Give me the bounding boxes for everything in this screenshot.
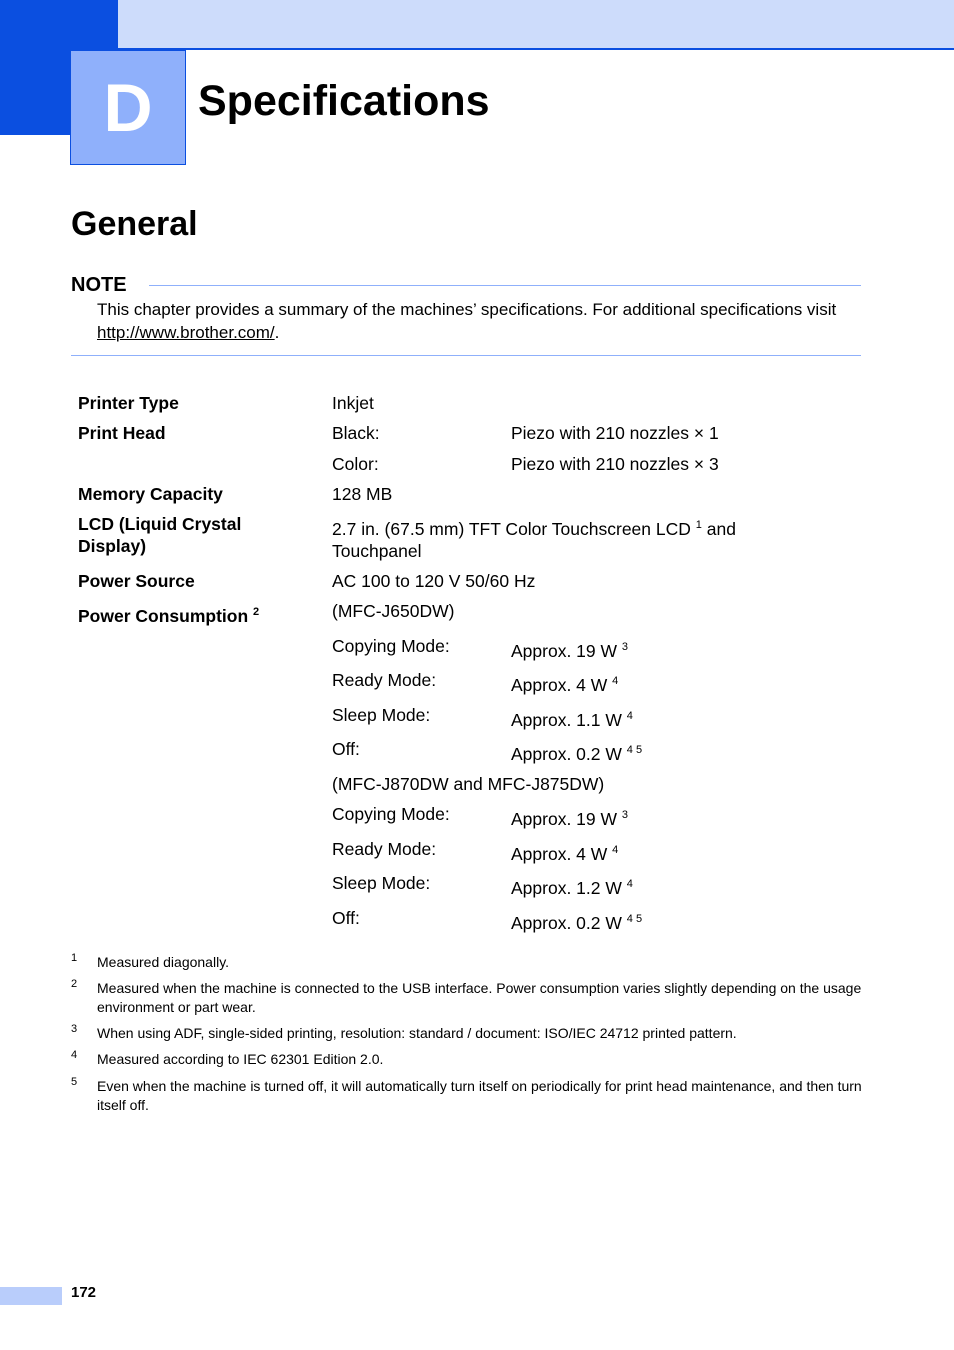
mode-name: Copying Mode: bbox=[332, 636, 450, 656]
chapter-title: Specifications bbox=[198, 77, 490, 125]
page-number: 172 bbox=[71, 1284, 97, 1301]
header-rule bbox=[118, 48, 954, 50]
mode-footnote-ref: 4 bbox=[626, 710, 633, 722]
brother-link[interactable]: http://www.brother.com/ bbox=[97, 323, 275, 342]
note-label: NOTE bbox=[71, 274, 127, 296]
footnote-number: 3 bbox=[71, 1023, 78, 1035]
mode-footnote-ref: 3 bbox=[621, 809, 629, 821]
note-body: This chapter provides a summary of the machines’ specifications. For additional specifications visit bbox=[97, 300, 837, 319]
print-head-black-name: Black: bbox=[332, 423, 380, 443]
chapter-letter: D bbox=[103, 69, 153, 146]
mode-footnote-ref: 4 bbox=[612, 675, 619, 687]
print-head-color-name: Color: bbox=[332, 454, 379, 474]
mode-footnote-ref: 4 bbox=[612, 844, 619, 856]
mode-value-text: Approx. 4 W bbox=[511, 844, 608, 864]
mode-value-text: Approx. 4 W bbox=[511, 675, 608, 695]
footnote-number: 5 bbox=[71, 1076, 78, 1088]
lcd-value-text: 2.7 in. (67.5 mm) TFT Color Touchscreen LCD bbox=[332, 519, 691, 539]
power-consumption-footnote-ref: 2 bbox=[253, 606, 260, 618]
mode-value bbox=[511, 843, 618, 865]
footnote-text: Even when the machine is turned off, it will automatically turn itself on periodically for print head maintenance, and then turn itself off. bbox=[97, 1078, 862, 1113]
spec-value-lcd-1 bbox=[332, 518, 736, 540]
spec-value-printer-type: Inkjet bbox=[332, 393, 374, 413]
mode-value-text: Approx. 0.2 W bbox=[511, 913, 622, 933]
mode-name: Sleep Mode: bbox=[332, 873, 431, 893]
spec-value-lcd-2: Touchpanel bbox=[332, 541, 422, 561]
spec-label-lcd-2: Display) bbox=[78, 536, 147, 556]
mode-name: Ready Mode: bbox=[332, 670, 437, 690]
mode-value bbox=[511, 912, 642, 934]
mode-value-text: Approx. 19 W bbox=[511, 641, 618, 661]
spec-label-print-head: Print Head bbox=[78, 423, 166, 443]
spec-value-power-source: AC 100 to 120 V 50/60 Hz bbox=[332, 571, 536, 591]
mode-value bbox=[511, 743, 642, 765]
power-consumption-text: Power Consumption bbox=[78, 606, 249, 626]
mode-value bbox=[511, 640, 628, 662]
lcd-value-and: and bbox=[706, 519, 736, 539]
footnote-number: 1 bbox=[71, 952, 78, 964]
note-text bbox=[97, 298, 867, 344]
mode-footnote-ref: 4 5 bbox=[626, 913, 643, 925]
mode-name: Off: bbox=[332, 739, 360, 759]
spec-label-power-consumption bbox=[78, 605, 259, 627]
mode-value-text: Approx. 0.2 W bbox=[511, 744, 622, 764]
mode-footnote-ref: 4 bbox=[626, 878, 633, 890]
mode-value bbox=[511, 709, 633, 731]
note-bottom-rule bbox=[71, 355, 861, 356]
model-group-1: (MFC-J650DW) bbox=[332, 601, 455, 621]
footnote-text: Measured diagonally. bbox=[97, 954, 230, 970]
mode-name: Ready Mode: bbox=[332, 839, 437, 859]
page-number-tab bbox=[0, 1287, 62, 1305]
note-top-rule bbox=[149, 285, 861, 286]
chapter-letter-box bbox=[70, 50, 186, 165]
mode-value-text: Approx. 19 W bbox=[511, 809, 618, 829]
spec-label-printer-type: Printer Type bbox=[78, 393, 179, 413]
header-band bbox=[0, 0, 954, 50]
mode-name: Copying Mode: bbox=[332, 804, 450, 824]
footnote-text: When using ADF, single-sided printing, resolution: standard / document: ISO/IEC 24712 printed pattern. bbox=[97, 1025, 737, 1041]
mode-value bbox=[511, 808, 628, 830]
spec-value-memory: 128 MB bbox=[332, 484, 393, 504]
mode-name: Sleep Mode: bbox=[332, 705, 431, 725]
print-head-black-value: Piezo with 210 nozzles × 1 bbox=[511, 423, 719, 443]
mode-name: Off: bbox=[332, 908, 360, 928]
spec-label-memory: Memory Capacity bbox=[78, 484, 223, 504]
mode-value-text: Approx. 1.2 W bbox=[511, 878, 622, 898]
footnote-number: 4 bbox=[71, 1049, 78, 1061]
mode-footnote-ref: 4 5 bbox=[626, 744, 643, 756]
footnote-text: Measured according to IEC 62301 Edition 2.0. bbox=[97, 1051, 384, 1067]
mode-value bbox=[511, 674, 618, 696]
mode-value-text: Approx. 1.1 W bbox=[511, 710, 622, 730]
footnote-number: 2 bbox=[71, 978, 78, 990]
model-group-2: (MFC-J870DW and MFC-J875DW) bbox=[332, 774, 605, 794]
print-head-color-value: Piezo with 210 nozzles × 3 bbox=[511, 454, 719, 474]
footnote-text: Measured when the machine is connected to the USB interface. Power consumption varies slightly depending on the usage environment or part wear. bbox=[97, 980, 862, 1015]
mode-footnote-ref: 3 bbox=[621, 641, 629, 653]
section-title: General bbox=[71, 205, 198, 243]
lcd-footnote-ref: 1 bbox=[695, 519, 702, 531]
spec-label-power-source: Power Source bbox=[78, 571, 195, 591]
spec-label-lcd-1: LCD (Liquid Crystal bbox=[78, 514, 242, 534]
note-end: . bbox=[274, 323, 280, 342]
mode-value bbox=[511, 877, 633, 899]
